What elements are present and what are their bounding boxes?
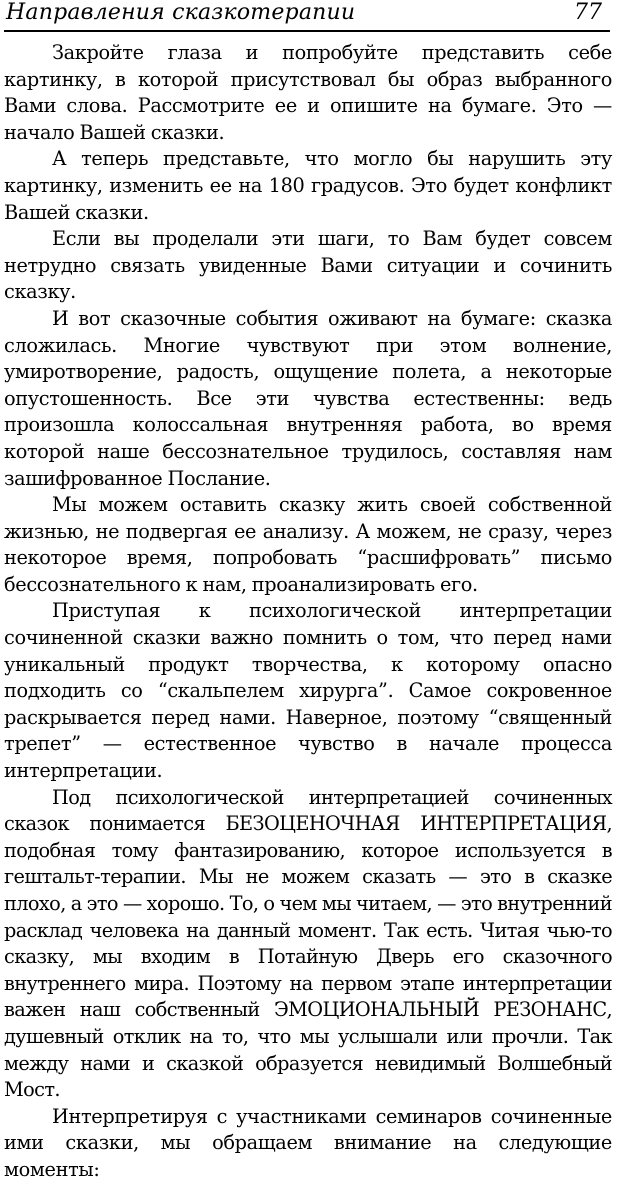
page-number: 77 (574, 0, 602, 25)
paragraph-6: Приступая к психологической интерпретации сочиненной сказки важно помнить о том, что перед нами уникальный продукт творчества, к которому опасно подходить со “скальпелем хирурга”. Самое сокровенное раскрывается перед нами. Наверное, поэтому “священный трепет” — естественное чувство в начале процесса интерпретации. (4, 599, 612, 783)
paragraph-5: Мы можем оставить сказку жить своей собственной жизнью, не подвергая ее анализу. А можем, не сразу, через некоторое время, попробовать “расшифровать” письмо бессознательного к нам, проанализировать его. (4, 493, 612, 596)
paragraph-7: Под психологической интерпретацией сочиненных сказок понимается БЕЗОЦЕНОЧНАЯ ИНТЕРПРЕТАЦИЯ, подобная тому фантазированию, которое используется в гештальт-терапии. Мы не можем сказать — это в сказке плохо, а это — хорошо. То, о чем мы читаем, — это внутренний расклад человека на данный момент. Так есть. Читая чью-то сказку, мы входим в Потайную Дверь его сказочного внутреннего мира. Поэтому на первом этапе интерпретации важен наш собственный ЭМОЦИОНАЛЬНЫЙ РЕЗОНАНС, душевный отклик на то, что мы услышали или прочли. Так между нами и сказкой образуется невидимый Волшебный Мост. (4, 785, 612, 1102)
running-header (4, 0, 610, 32)
paragraph-3: Если вы проделали эти шаги, то Вам будет совсем нетрудно связать увиденные Вами ситуации и сочинить сказку. (4, 227, 612, 304)
body-text (4, 40, 612, 1184)
paragraph-8: Интерпретируя с участниками семинаров сочиненные ими сказки, мы обращаем внимание на следующие моменты: (4, 1104, 612, 1181)
paragraph-4: И вот сказочные события оживают на бумаге: сказка сложилась. Многие чувствуют при этом волнение, умиротворение, радость, ощущение полета, а некоторые опустошенность. Все эти чувства естественны: ведь произошла колоссальная внутренняя работа, во время которой наше бессознательное трудилось, составляя нам зашифрованное Послание. (4, 306, 612, 490)
paragraph-2: А теперь представьте, что могло бы нарушить эту картинку, изменить ее на 180 градусов. Это будет конфликт Вашей сказки. (4, 147, 612, 224)
paragraph-1: Закройте глаза и попробуйте представить себе картинку, в которой присутствовал бы образ выбранного Вами слова. Рассмотрите ее и опишите на бумаге. Это — начало Вашей сказки. (4, 41, 612, 144)
running-title: Направления сказкотерапии (6, 0, 356, 25)
